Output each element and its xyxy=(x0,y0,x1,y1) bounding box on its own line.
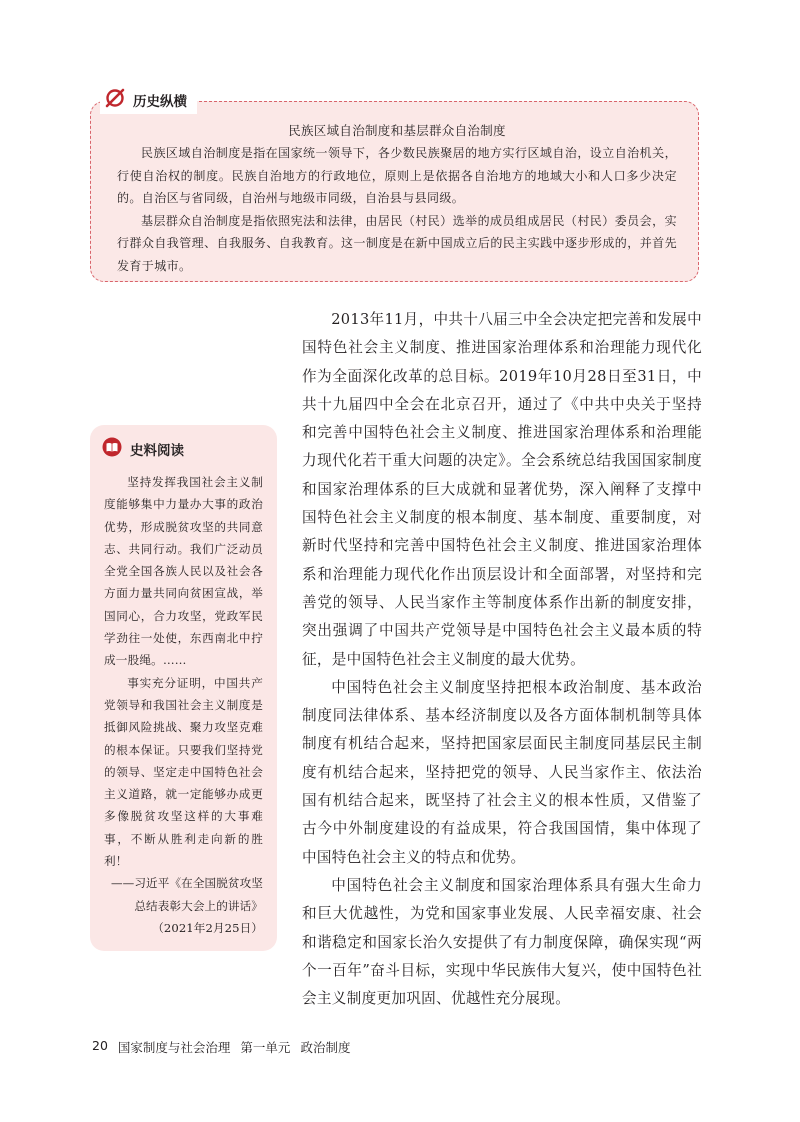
history-badge xyxy=(100,86,197,114)
source-citation: ——习近平《在全国脱贫攻坚总结表彰大会上的讲话》（2021年2月25日） xyxy=(110,876,263,935)
slashed-circle-icon xyxy=(104,87,126,113)
source-reading-box xyxy=(90,425,277,951)
source-paragraph: 坚持发挥我国社会主义制度能够集中力量办大事的政治优势，形成脱贫攻坚的共同意志、共同行动。我们广泛动员全党全国各族人民以及社会各方面力量共同向贫困宣战，举国同心，合力攻坚，党政军民学劲往一处使，东西南北中拧成一股绳。…… xyxy=(104,475,263,668)
history-box xyxy=(90,101,699,282)
main-paragraph: 中国特色社会主义制度和国家治理体系具有强大生命力和巨大优越性，为党和国家事业发展、人民幸福安康、社会和谐稳定和国家长治久安提供了有力制度保障，确保实现“两个一百年”奋斗目标，实现中华民族伟大复兴，使中国特色社会主义制度更加巩固、优越性充分展现。 xyxy=(302,876,702,1008)
history-paragraph: 民族区域自治制度是指在国家统一领导下，各少数民族聚居的地方实行区域自治，设立自治机关，行使自治权的制度。民族自治地方的行政地位，原则上是依据各自治地方的地域大小和人口多少决定的。自治区与省同级，自治州与地级市同级，自治县与县同级。 xyxy=(117,146,677,206)
source-reading-content xyxy=(104,471,263,939)
history-paragraph: 基层群众自治制度是指依照宪法和法律，由居民（村民）选举的成员组成居民（村民）委员会，实行群众自我管理、自我服务、自我教育。这一制度是在新中国成立后的民主实践中逐步形成的，并首先发育于城市。 xyxy=(117,213,677,273)
main-text xyxy=(302,306,702,1013)
history-box-title: 民族区域自治制度和基层群众自治制度 xyxy=(288,123,506,138)
history-box-label: 历史纵横 xyxy=(133,94,187,110)
source-reading-header xyxy=(102,437,184,461)
source-reading-label: 史料阅读 xyxy=(130,443,184,459)
book-icon xyxy=(102,437,122,461)
book-title: 国家制度与社会治理 xyxy=(117,1040,231,1055)
main-paragraph: 中国特色社会主义制度坚持把根本政治制度、基本政治制度同法律体系、基本经济制度以及各方面体制机制等具体制度有机结合起来，坚持把国家层面民主制度同基层民主制度有机结合起来，坚持把党的领导、人民当家作主、依法治国有机结合起来，既坚持了社会主义的根本性质，又借鉴了古今中外制度建设的有益成果，符合我国国情，集中体现了中国特色社会主义的特点和优势。 xyxy=(302,678,702,866)
page-footer xyxy=(92,1038,350,1056)
source-paragraph: 事实充分证明，中国共产党领导和我国社会主义制度是抵御风险挑战、聚力攻坚克难的根本保证。只要我们坚持党的领导、坚定走中国特色社会主义道路，就一定能够办成更多像脱贫攻坚这样的大事难事，不断从胜利走向新的胜利！ xyxy=(104,675,263,869)
main-paragraph: 2013年11月，中共十八届三中全会决定把完善和发展中国特色社会主义制度、推进国家治理体系和治理能力现代化作为全面深化改革的总目标。2019年10月28日至31日，中共十九届四中全会在北京召开，通过了《中共中央关于坚持和完善中国特色社会主义制度、推进国家治理体系和治理能力现代化若干重大问题的决定》。全会系统总结我国国家制度和国家治理体系的巨大成就和显著优势，深入阐释了支撑中国特色社会主义制度的根本制度、基本制度、重要制度，对新时代坚持和完善中国特色社会主义制度、推进国家治理体系和治理能力现代化作出顶层设计和全面部署，对坚持和完善党的领导、人民当家作主等制度体系作出新的制度安排，突出强调了中国共产党领导是中国特色社会主义最本质的特征，是中国特色社会主义制度的最大优势。 xyxy=(302,311,702,668)
page-number: 20 xyxy=(92,1038,108,1053)
unit-label: 第一单元 xyxy=(240,1040,291,1055)
unit-title: 政治制度 xyxy=(300,1040,351,1055)
history-box-content xyxy=(117,121,677,278)
